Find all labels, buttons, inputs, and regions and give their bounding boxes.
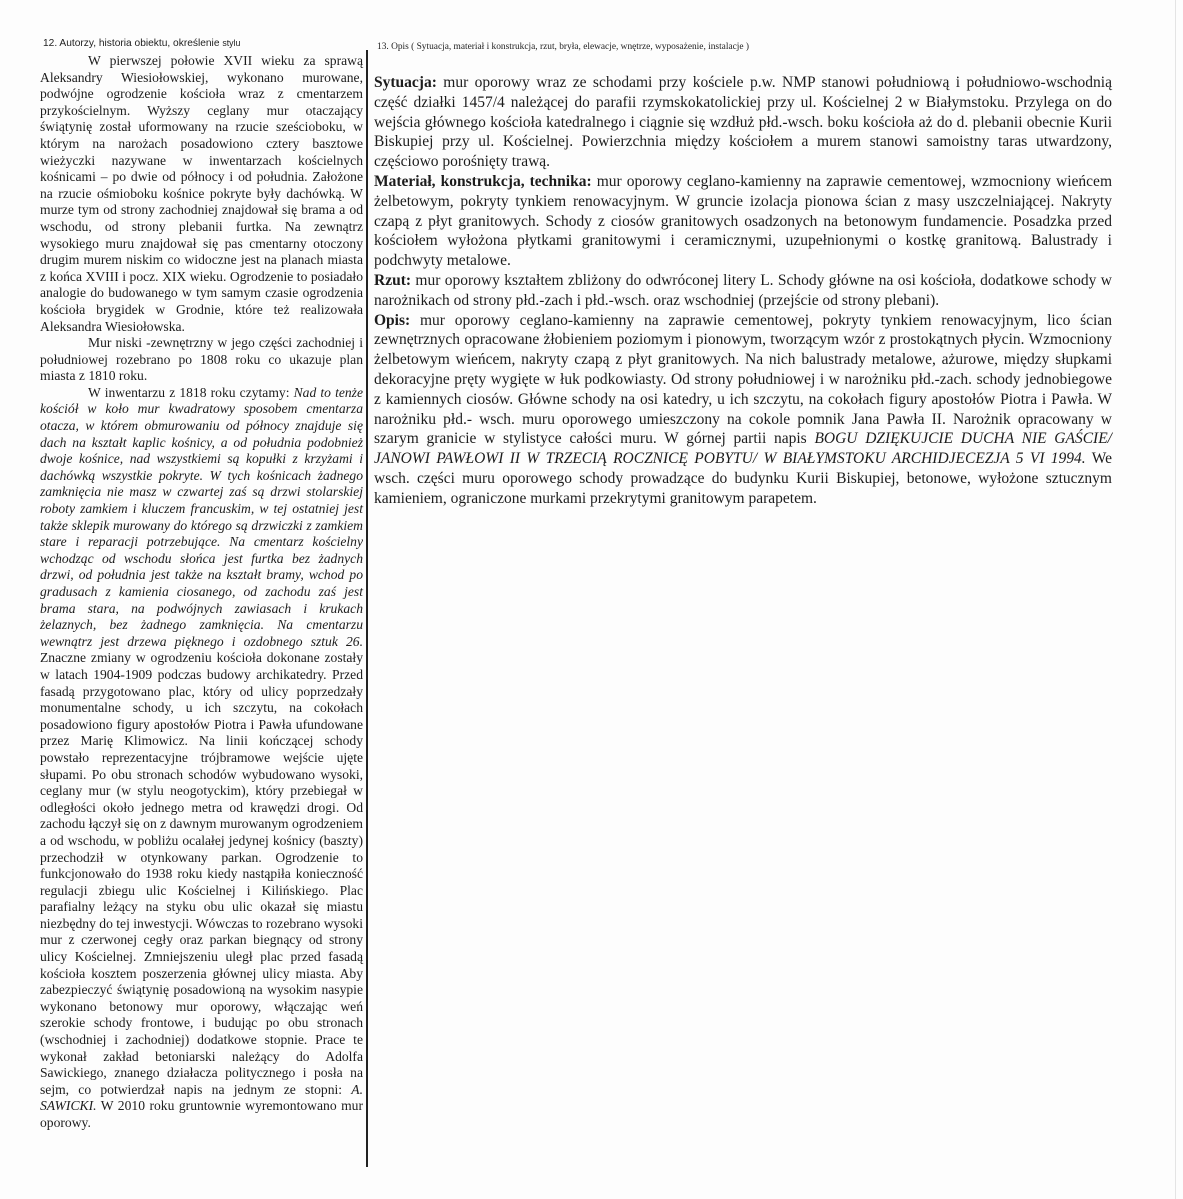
opis-paragraph <box>374 311 1112 509</box>
material-paragraph <box>374 172 1112 271</box>
history-paragraph-2: Mur niski -zewnętrzny w jego części zachodniej i południowej rozebrano po 1808 roku co ukazuje plan miasta z 1810 roku. <box>40 335 363 384</box>
description-column <box>374 73 1112 509</box>
history-paragraph-3 <box>40 385 363 1132</box>
material-label: Materiał, konstrukcja, technika: <box>374 172 592 190</box>
opis-text: mur oporowy ceglano-kamienny na zaprawie cementowej, pokryty tynkiem renowacyjnym, lico ścian zewnętrznych opracowane żłobieniem poziomym i pionowym, tworzącym wzór z prostokątnych płycin. Wzmocniony żelbetowym wieńcem, nakryty czapą z płyt granitowych. Na nich balustrady metalowe, ażurowe, między słupkami dekoracyjne pręty wygięte w łuk podkowiasty. Od strony południowej i w narożniku płd.-zach. schody jednobiegowe z kamiennych ciosów. Główne schody na osi katedry, u ich szczytu, na cokołach figury apostołów Piotra i Pawła. W narożniku płd.- wsch. muru oporowego umieszczony na cokole pomnik Jana Pawła II. Narożnik opracowany w szarym granicie w stylistyce całości muru. W górnej partii napis <box>374 311 1112 448</box>
rzut-text: mur oporowy kształtem zbliżony do odwróconej litery L. Schody główne na osi kościoła, dodatkowe schody w narożnikach od strony płd.-zach i płd.-wsch. oraz wschodniej (przejście od strony plebani). <box>374 271 1112 309</box>
history-continuation: Znaczne zmiany w ogrodzeniu kościoła dokonane zostały w latach 1904-1909 podczas budowy archikatedry. Przed fasadą przygotowano plac, który od ulicy poprzedzały monumentalne schody, u ich szczytu, na cokołach posadowiono figury apostołów Piotra i Pawła ufundowane przez Marię Klimowicz. Na linii kończącej schody powstało reprezentacyjne trójbramowe wejście ujęte słupami. Po obu stronach schodów wybudowano wysoki, ceglany mur (w stylu neogotyckim), który przebiegał w odległości około jednego metra od krawędzi drogi. Od zachodu łączył się on z dawnym murowanym ogrodzeniem a od wschodu, w pobliżu ocalałej jedynej kośnicy (baszty) przechodził w otynkowany parkan. Ogrodzenie to funkcjonowało do 1938 roku kiedy nastąpiła konieczność regulacji zbiegu ulic Kościelnej i Kilińskiego. Plac parafialny leżący na styku obu ulic okazał się miastu niezbędny do tej inwestycji. Wówczas to rozebrano wysoki mur z czerwonej cegły oraz parkan biegnący od strony ulicy Kościelnej. Zmniejszeniu uległ plac przed fasadą kościoła kosztem poszerzenia głównej ulicy miasta. Aby zabezpieczyć świątynię posadowioną na wysokim nasypie wykonano betonowy mur oporowy, włączając weń szerokie schody frontowe, i budując po obu stronach (wschodniej i zachodniej) dodatkowe stopnie. Prace te wykonał zakład betoniarski należący do Adolfa Sawickiego, znanego działacza politycznego i posła na sejm, co potwierdzał napis na jednym ze stopni: <box>40 650 363 1097</box>
history-column <box>40 53 363 1132</box>
step-signature: A. SAWICKI. <box>40 1081 363 1114</box>
history-ending: W 2010 roku gruntownie wyremontowano mur oporowy. <box>40 1098 363 1130</box>
opis-inscription: BOGU DZIĘKUJCIE DUCHA NIE GAŚCIE/ JANOWI PAWŁOWI II W TRZECIĄ ROCZNICĘ POBYTU/ W BIAŁYMSTOKU ARCHIDJECEZJA 5 VI 1994. <box>374 430 1112 468</box>
opis-ending: We wsch. części muru oporowego schody prowadzące do budynku Kurii Biskupiej, betonowe, wyłożone sztucznym kamieniem, ograniczone murkami przekrytymi granitowym parapetem. <box>374 450 1112 507</box>
sytuacja-text: mur oporowy wraz ze schodami przy kościele p.w. NMP stanowi południową i południowo-wschodnią część działki 1457/4 należącej do parafii rzymskokatolickiej przy ul. Kościelnej 2 w Białymstoku. Przylega on do wejścia głównego kościoła katedralnego i ciągnie się wzdłuż płd.-wsch. boku kościoła aż do d. plebanii obecnie Kurii Biskupiej przy ul. Kościelnej. Powierzchnia między kościołem a murem stanowi samoistny taras utwardzony, częściowo porośnięty trawą. <box>374 74 1112 171</box>
section-13-header: 13. Opis ( Sytuacja, materiał i konstrukcja, rzut, bryła, elewacje, wnętrze, wyposażenie, instalacje ) <box>377 42 749 52</box>
column-divider <box>366 50 368 1167</box>
inventory-intro: W inwentarzu z 1818 roku czytamy: <box>88 384 294 400</box>
rzut-label: Rzut: <box>374 271 412 289</box>
sytuacja-label: Sytuacja: <box>374 74 437 91</box>
section-12-title: 12. Autorzy, historia obiektu, określenie <box>43 38 223 49</box>
material-text: mur oporowy ceglano-kamienny na zaprawie cementowej, wzmocniony wieńcem żelbetowym, pokryty tynkiem renowacyjnym. W gruncie izolacja pionowa ścian z masy uszczelniającej. Nakryty czapą z płyt granitowych. Schody z ciosów granitowych osadzonych na betonowym fundamencie. Posadzka przed kościołem wyłożona płytkami granitowymi i ceramicznymi, uzupełnionymi o kostkę granitową. Balustrady i podchwyty metalowe. <box>374 172 1112 270</box>
section-12-title-small: stylu <box>222 38 241 48</box>
history-paragraph-1: W pierwszej połowie XVII wieku za sprawą Aleksandry Wiesiołowskiej, wykonano murowane, podwójne ogrodzenie kościoła wraz z cmentarzem przykościelnym. Wyższy ceglany mur otaczający świątynię został uformowany na rzucie sześcioboku, w którym na narożach posadowiono cztery basztowe wieżyczki nazywane w inwentarzach kościelnych kośnicami – po dwie od północy i od południa. Założone na rzucie ośmioboku kośnice pokryte były dachówką. W murze tym od strony zachodniej znajdował się brama a od wschodu, od strony plebanii furtka. Na zewnątrz wysokiego muru znajdował się pas cmentarny otoczony drugim murem niskim co widoczne jest na planach miasta z końca XVIII i pocz. XIX wieku. Ogrodzenie to posiadało analogie do budowanego w tym samym czasie ogrodzenia kościoła brygidek w Grodnie, które też realizowała Aleksandra Wiesiołowska. <box>40 53 363 334</box>
scan-edge-line <box>1175 0 1176 1199</box>
rzut-paragraph <box>374 271 1112 311</box>
section-12-header <box>43 38 240 49</box>
sytuacja-paragraph <box>374 73 1112 172</box>
inventory-quote: Nad to tenże kościół w koło mur kwadratowy sposobem cmentarza otacza, w którem obmurowaniu od północy znajduje się dach na kształt kaplic kośnicy, a od południa podobnież dwoje kośnice, nad wszystkiemi są kopułki z krzyżami i dachówką wszystkie pokryte. W tych kośnicach żadnego zamknięcia nie masz w czwartej zaś są drzwi stolarskiej roboty zamkiem i kluczem francuskim, w tej ostatniej jest także sklepik murowany do którego są drzwiczki z zamkiem stare i reparacji potrzebujące. Na cmentarz kościelny wchodząc od wschodu słońca jest furtka bez żadnych drzwi, od południa jest także na kształt bramy, wchod po gradusach z kamienia ciosanego, od zachodu zaś jest brama stara, na podwójnych zawiasach i krukach żelaznych, bez żadnego zamknięcia. Na cmentarzu wewnątrz jest drzewa pięknego i ozdobnego sztuk 26. <box>40 384 363 649</box>
opis-label: Opis: <box>374 311 411 329</box>
